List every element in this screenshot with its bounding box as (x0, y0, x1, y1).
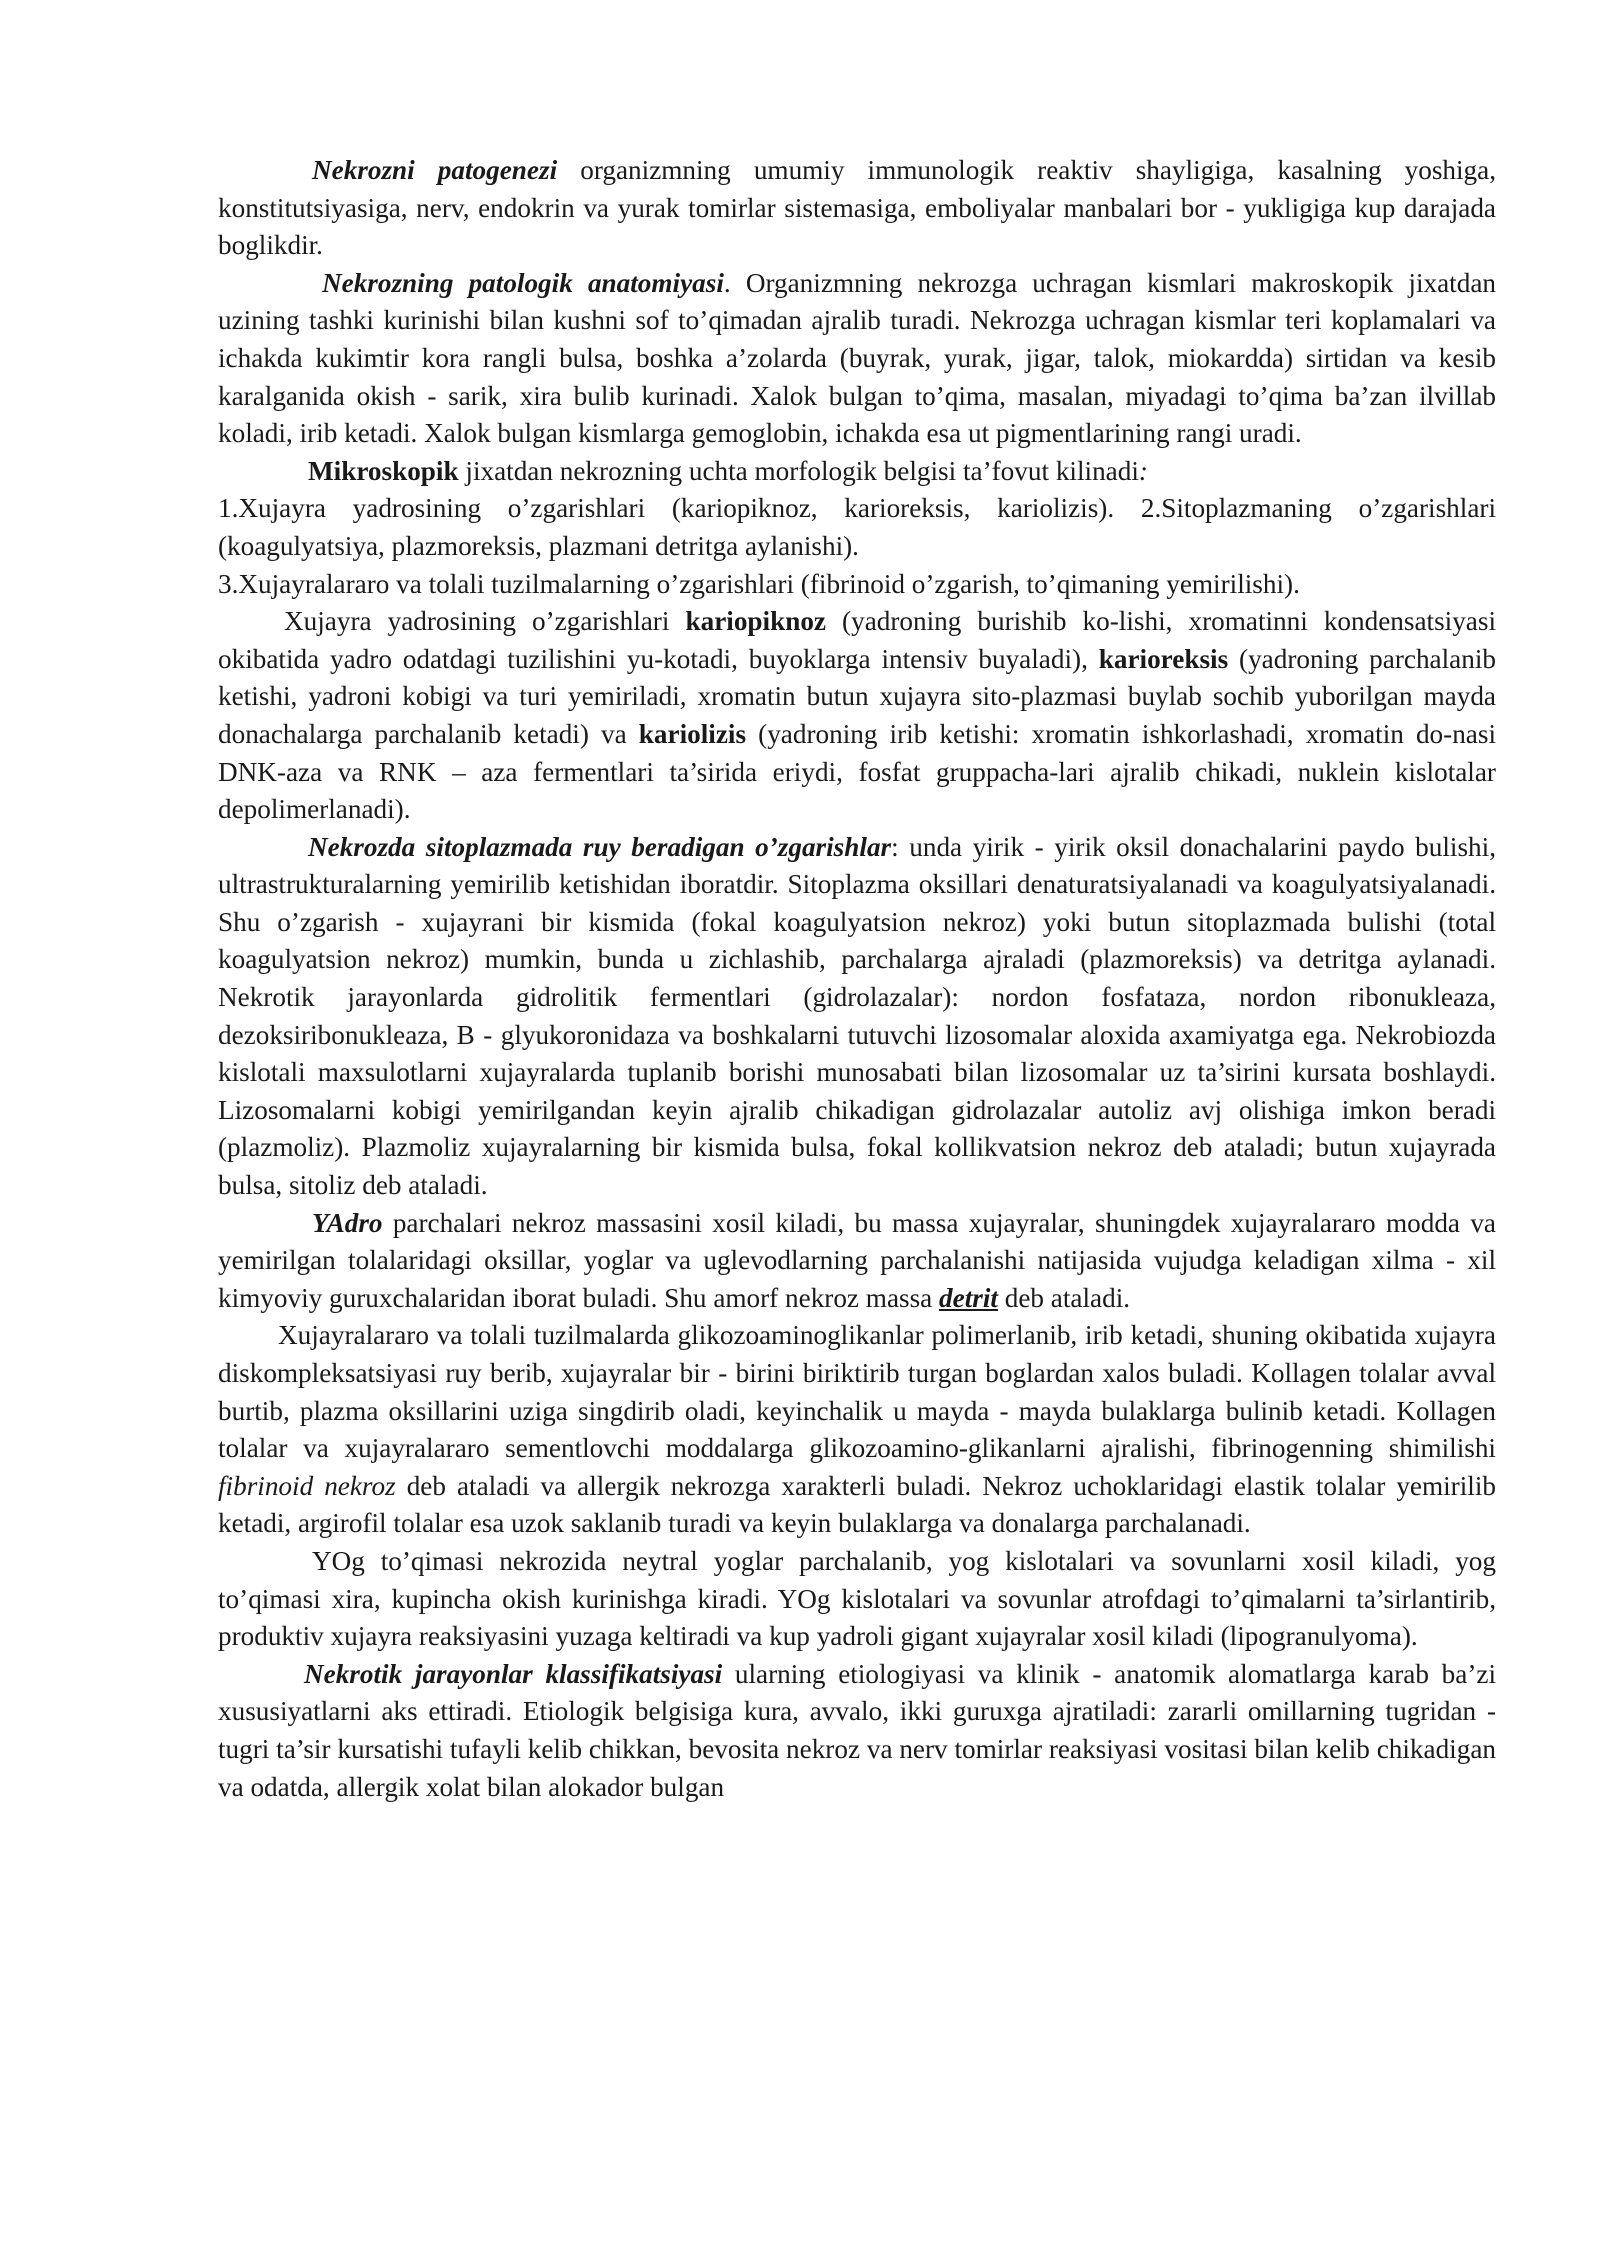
paragraph-text: : unda yirik - yirik oksil donachalarini paydo bulishi, ultrastrukturalarning yemirilib ketishidan iboratdir. Sitoplazma oksillari denaturatsiyalanadi va koagulyatsiyalanadi. Shu o’zgarish - xujayrani bir kismida (fokal koagulyatsion nekroz) yoki butun sitoplazmada bulishi (total koagulyatsion nekroz) mumkin, bunda u zichlashib, parchalarga ajraladi (plazmoreksis) va detritga aylanadi. Nekrotik jarayonlarda gidrolitik fermentlari (gidrolazalar): nordon fosfataza, nordon ribonukleaza, dezoksiribonukleaza, B - glyukoronidaza va boshkalarni tutuvchi lizosomalar aloxida axamiyatga ega. Nekrobiozda kislotali maxsulotlarni xujayralarda tuplanib borishi munosabati bilan lizosomalar uz ta’sirini kursata boshlaydi. Lizosomalarni kobigi yemirilgandan keyin ajralib chikadigan gidrolazalar autoliz avj olishiga imkon beradi (plazmoliz). Plazmoliz xujayralarning bir kismida bulsa, fokal kollikvatsion nekroz deb ataladi; butun xujayrada bulsa, sitoliz deb ataladi. (218, 831, 1496, 1201)
paragraph-fat-tissue (218, 1543, 1496, 1656)
paragraph-text: (yadroning burishib ko-lishi, xromatinni kondensatsiyasi okibatida yadro odatdagi tuzilishini yu-kotadi, buyoklarga intensiv buyaladi), (218, 606, 1497, 674)
paragraph-classification (218, 1656, 1496, 1806)
paragraph-text: deb ataladi va allergik nekrozga xarakterli buladi. Nekroz uchoklaridagi elastik tolalar yemirilib ketadi, argirofil tolalar esa uzok saklanib turadi va keyin bulaklarga va donalarga parchalanadi. (218, 1470, 1496, 1539)
paragraph-pathological-anatomy (218, 265, 1496, 453)
paragraph-nucleus-changes (218, 603, 1496, 829)
paragraph-text: deb ataladi. (997, 1282, 1131, 1313)
term-karioreksis: karioreksis (1098, 643, 1229, 674)
paragraph-text: jixatdan nekrozning uchta morfologik belgisi ta’fovut kilinadi (458, 455, 1139, 486)
term-fibrinoid-nekroz: fibrinoid nekroz (218, 1470, 396, 1501)
paragraph-text: 1.Xujayra yadrosining o’zgarishlari (kariopiknoz, karioreksis, kariolizis). 2.Sitoplazmaning o’zgarishlari (koagulyatsiya, plazmoreksis, plazmani detritga aylanishi). (218, 493, 1496, 561)
paragraph-list-3 (218, 566, 1496, 604)
term-yadro: YAdro (312, 1207, 383, 1238)
paragraph-nucleus-fragments (218, 1205, 1496, 1318)
paragraph-list-1-2 (218, 490, 1496, 565)
paragraph-text: 3.Xujayralararo va tolali tuzilmalarning o’zgarishlari (fibrinoid o’zgarish, to’qimaning yemirilishi). (218, 568, 1300, 599)
paragraph-text: . Organizmning nekrozga uchragan kismlari makroskopik jixatdan uzining tashki kurinishi bilan kushni sof to’qimadan ajralib turadi. Nekrozga uchragan kismlar teri koplamalari va ichakda kukimtir kora rangli bulsa, boshka a’zolarda (buyrak, yurak, jigar, talok, miokardda) sirtidan va kesib karalganida okish - sarik, xira bulib kurinadi. Xalok bulgan to’qima, masalan, miyadagi to’qima ba’zan ilvillab koladi, irib ketadi. Xalok bulgan kismlarga gemoglobin, ichakda esa ut pigmentlarining rangi uradi. (218, 267, 1496, 449)
paragraph-intercellular (218, 1317, 1496, 1543)
term-pathological-anatomy: Nekrozning patologik anatomiyasi (322, 267, 724, 298)
paragraph-text: Xujayra yadrosining o’zgarishlari (284, 606, 686, 637)
term-cytoplasm-changes: Nekrozda sitoplazmada ruy beradigan o’zgarishlar (308, 831, 892, 862)
paragraph-text: (yadroning parchalanib ketishi, yadroni kobigi va turi yemiriladi, xromatin butun xujayra sito-plazmasi buylab sochib yuborilgan mayda donachalarga parchalanib ketadi) va (218, 643, 1496, 749)
term-classification: Nekrotik jarayonlar klassifikatsiyasi (304, 1658, 723, 1689)
paragraph-cytoplasm-changes (218, 829, 1496, 1205)
paragraph-text: (yadroning irib ketishi: xromatin ishkorlashadi, xromatin do-nasi DNK-aza va RNK – aza fermentlari ta’sirida eriydi, fosfat gruppacha-lari ajralib chikadi, nuklein kislotalar depolimerlanadi). (218, 718, 1497, 825)
paragraph-text: Xujayralararo va tolali tuzilmalarda glikozoaminoglikanlar polimerlanib, irib ketadi, shuning okibatida xujayra diskompleksatsiyasi ruy berib, xujayralar bir - birini biriktirib turgan boglardan xalos buladi. Kollagen tolalar avval burtib, plazma oksillarini uziga singdirib oladi, keyinchalik u mayda - mayda bulaklarga bulinib ketadi. Kollagen tolalar va xujayralararo sementlovchi moddalarga glikozoamino-glikanlarni ajralishi, fibrinogenning shimilishi (218, 1320, 1496, 1464)
paragraph-pathogenesis (218, 152, 1496, 265)
paragraph-microscopic (218, 453, 1496, 491)
paragraph-colon: : (1138, 455, 1148, 486)
paragraph-text: parchalari nekroz massasini xosil kiladi, bu massa xujayralar, shuningdek xujayralararo modda va yemirilgan tolalaridagi oksillar, yoglar va uglevodlarning parchalanishi natijasida vujudga keladigan xilma - xil kimyoviy guruxchalaridan iborat buladi. Shu amorf nekroz massa (218, 1207, 1496, 1313)
document-page (218, 152, 1496, 1806)
paragraph-text: ularning etiologiyasi va klinik - anatomik alomatlarga karab ba’zi xususiyatlarni aks ettiradi. Etiologik belgisiga kura, avvalo, ikki guruxga ajratiladi: zararli omillarning tugridan - tugri ta’sir kursatishi tufayli kelib chikkan, bevosita nekroz va nerv tomirlar reaksiyasi vositasi bilan kelib chikadigan va odatda, allergik xolat bilan alokador bulgan (218, 1658, 1497, 1802)
term-kariolizis: kariolizis (638, 718, 747, 749)
term-kariopiknoz: kariopiknoz (685, 606, 826, 637)
paragraph-text: organizmning umumiy immunologik reaktiv shayligiga, kasalning yoshiga, konstitutsiyasiga, nerv, endokrin va yurak tomirlar sistemasiga, emboliyalar manbalari bor - yukligiga kup darajada boglikdir. (218, 155, 1497, 261)
paragraph-text: YOg to’qimasi nekrozida neytral yoglar parchalanib, yog kislotalari va sovunlarni xosil kiladi, yog to’qimasi xira, kupincha okish kurinishga kiradi. YOg kislotalari va sovunlar atrofdagi to’qimalarni ta’sirlantirib, produktiv xujayra reaksiyasini yuzaga keltiradi va kup yadroli gigant xujayralar xosil kiladi (lipogranulyoma). (218, 1545, 1496, 1652)
term-microscopic: Mikroskopik (308, 455, 459, 486)
term-detrit: detrit (939, 1282, 998, 1313)
term-pathogenesis: Nekrozni patogenezi (312, 155, 558, 185)
